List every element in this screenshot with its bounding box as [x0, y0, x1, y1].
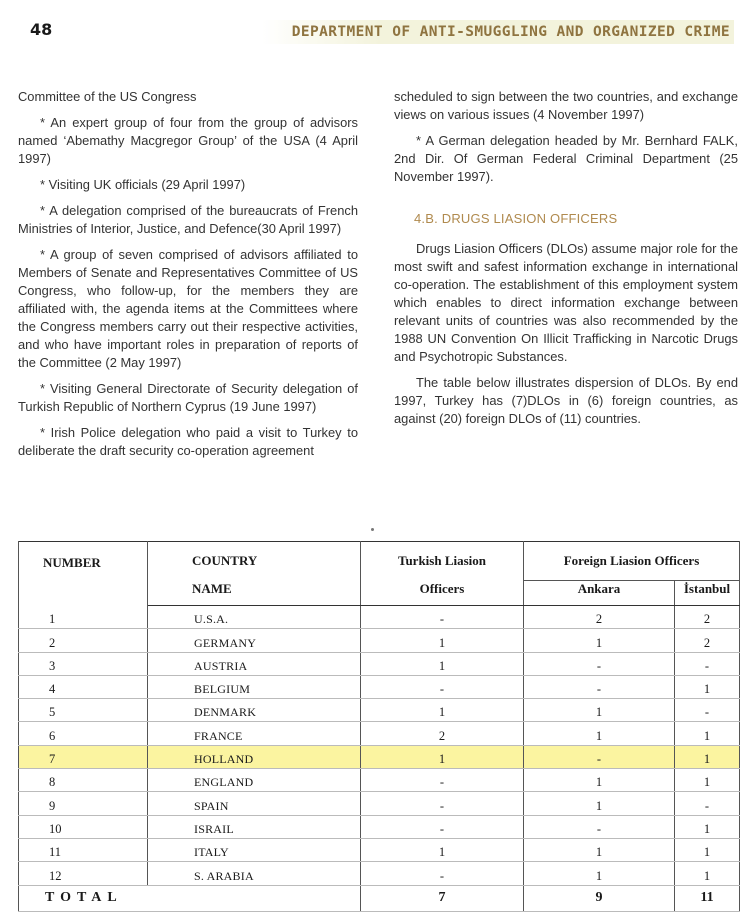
row-country: HOLLAND [148, 745, 361, 768]
row-country: S. ARABIA [148, 862, 361, 885]
row-number: 5 [19, 699, 148, 722]
table-row [19, 722, 740, 745]
row-istanbul: 1 [675, 769, 740, 792]
total-label: TOTAL [19, 885, 361, 911]
paragraph: Committee of the US Congress [18, 89, 197, 104]
row-istanbul: 2 [675, 629, 740, 652]
paragraph: The table below illustrates dispersion of DLOs. By end 1997, Turkey has (7)DLOs in (6) foreign countries, as against (20) foreign DLOs of (11) countries. [394, 375, 738, 426]
department-title: DEPARTMENT OF ANTI-SMUGGLING AND ORGANIZED CRIME [262, 20, 734, 44]
row-number: 1 [19, 606, 148, 629]
row-number: 3 [19, 652, 148, 675]
row-ankara: 1 [524, 629, 675, 652]
table-row [19, 629, 740, 652]
row-number: 8 [19, 769, 148, 792]
row-country: BELGIUM [148, 675, 361, 698]
row-number: 2 [19, 629, 148, 652]
row-turkish: - [361, 769, 524, 792]
row-number: 4 [19, 675, 148, 698]
section-heading: 4.B. DRUGS LIASION OFFICERS [414, 211, 618, 226]
header-country-name: NAME [148, 581, 361, 606]
row-turkish: - [361, 675, 524, 698]
row-ankara: 1 [524, 862, 675, 885]
row-ankara: 1 [524, 769, 675, 792]
table-row [19, 862, 740, 885]
row-turkish: - [361, 606, 524, 629]
row-istanbul: 1 [675, 862, 740, 885]
header-turkish: Turkish Liasion [361, 542, 524, 581]
dlo-table [18, 541, 740, 912]
total-ankara: 9 [524, 885, 675, 911]
table-row [19, 606, 740, 629]
table-row [19, 838, 740, 861]
row-country: DENMARK [148, 699, 361, 722]
header-officers: Officers [361, 581, 524, 606]
row-turkish: 1 [361, 838, 524, 861]
row-turkish: - [361, 792, 524, 815]
row-istanbul: 1 [675, 838, 740, 861]
row-istanbul: 1 [675, 675, 740, 698]
row-ankara: - [524, 652, 675, 675]
page-number: 48 [30, 20, 53, 39]
stray-dot [371, 528, 374, 531]
row-country: ITALY [148, 838, 361, 861]
page-header [22, 18, 734, 46]
row-ankara: - [524, 815, 675, 838]
paragraph: scheduled to sign between the two countries, and exchange views on various issues (4 November 1997) [394, 89, 738, 122]
header-country: COUNTRY [148, 542, 361, 581]
table-row [19, 792, 740, 815]
row-country: FRANCE [148, 722, 361, 745]
row-istanbul: 2 [675, 606, 740, 629]
row-number: 10 [19, 815, 148, 838]
paragraph: * A German delegation headed by Mr. Bernhard FALK, 2nd Dir. Of German Federal Criminal Department (25 November 1997). [394, 133, 738, 184]
row-turkish: 1 [361, 745, 524, 768]
paragraph: Drugs Liasion Officers (DLOs) assume major role for the most swift and safest information exchange in international co-operation. The establishment of this employment system which enables to direct information exchange between relevant units of countries was also recommended by the 1988 UN Convention On Illicit Trafficking in Narcotic Drugs and Psychotropic Substances. [394, 241, 738, 364]
row-istanbul: - [675, 652, 740, 675]
paragraph: * Visiting General Directorate of Security delegation of Turkish Republic of Northern Cyprus (19 June 1997) [18, 381, 358, 414]
row-ankara: 1 [524, 699, 675, 722]
total-row [19, 885, 740, 911]
row-number: 6 [19, 722, 148, 745]
paragraph: * Visiting UK officials (29 April 1997) [40, 177, 246, 192]
row-istanbul: 1 [675, 722, 740, 745]
row-istanbul: - [675, 699, 740, 722]
row-istanbul: 1 [675, 745, 740, 768]
row-ankara: 1 [524, 722, 675, 745]
row-istanbul: - [675, 792, 740, 815]
table-row [19, 652, 740, 675]
paragraph: * Irish Police delegation who paid a visit to Turkey to deliberate the draft security co-operation agreement [18, 425, 358, 458]
header-istanbul: İstanbul [675, 581, 740, 606]
row-country: ENGLAND [148, 769, 361, 792]
paragraph: * A delegation comprised of the bureaucrats of French Ministries of Interior, Justice, and Defence(30 April 1997) [18, 203, 358, 236]
row-ankara: - [524, 675, 675, 698]
left-column [18, 88, 358, 468]
row-ankara: - [524, 745, 675, 768]
row-turkish: 1 [361, 629, 524, 652]
row-turkish: - [361, 862, 524, 885]
row-ankara: 2 [524, 606, 675, 629]
total-turkish: 7 [361, 885, 524, 911]
table-row [19, 769, 740, 792]
paragraph: * An expert group of four from the group of advisors named ‘Abemathy Macgregor Group’ of the USA (4 April 1997) [18, 115, 358, 166]
row-turkish: 1 [361, 652, 524, 675]
header-foreign: Foreign Liasion Officers [524, 542, 740, 581]
header-number: NUMBER [19, 542, 148, 606]
row-country: U.S.A. [148, 606, 361, 629]
row-country: GERMANY [148, 629, 361, 652]
row-number: 11 [19, 838, 148, 861]
table-row [19, 675, 740, 698]
row-ankara: 1 [524, 838, 675, 861]
row-number: 12 [19, 862, 148, 885]
table-row [19, 699, 740, 722]
row-number: 7 [19, 745, 148, 768]
row-ankara: 1 [524, 792, 675, 815]
row-istanbul: 1 [675, 815, 740, 838]
paragraph: * A group of seven comprised of advisors affiliated to Members of Senate and Representatives Committee of US Congress, who follow-up, for the members they are affiliated with, the agenda items at the Committees where the Congress members carry out their respective activities, and who have important roles in preparation of reports of the Committee (2 May 1997) [18, 247, 358, 370]
table-row-highlighted [19, 745, 740, 768]
row-turkish: 1 [361, 699, 524, 722]
table-row [19, 815, 740, 838]
right-column [394, 88, 738, 436]
row-country: SPAIN [148, 792, 361, 815]
row-turkish: - [361, 815, 524, 838]
row-turkish: 2 [361, 722, 524, 745]
row-country: AUSTRIA [148, 652, 361, 675]
row-country: ISRAIL [148, 815, 361, 838]
total-istanbul: 11 [675, 885, 740, 911]
header-ankara: Ankara [524, 581, 675, 606]
row-number: 9 [19, 792, 148, 815]
